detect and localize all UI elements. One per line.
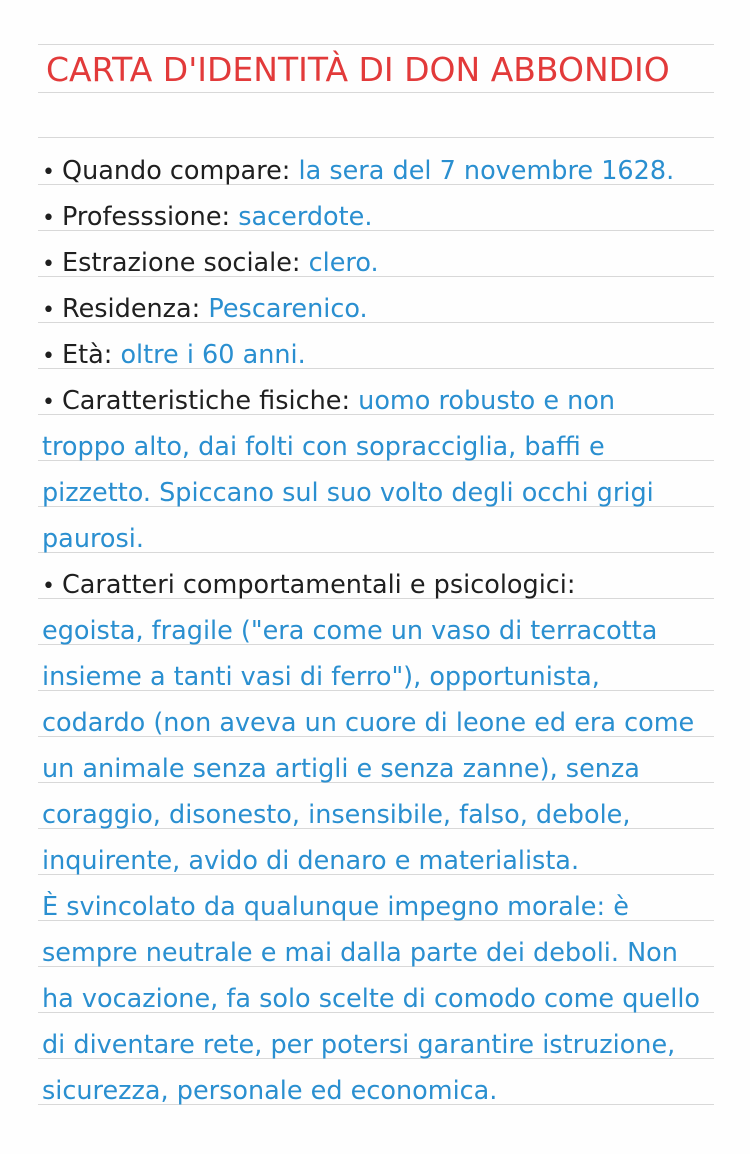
item-professione bbox=[42, 202, 372, 234]
item-label: Estrazione sociale: bbox=[62, 248, 301, 278]
psychological-text-line: codardo (non aveva un cuore di leone ed era come bbox=[42, 708, 695, 738]
ruled-line bbox=[38, 44, 714, 45]
bullet-icon: • bbox=[42, 344, 55, 369]
item-value: la sera del 7 novembre 1628. bbox=[298, 156, 675, 186]
item-value: clero. bbox=[308, 248, 379, 278]
moral-text-line: sempre neutrale e mai dalla parte dei deboli. Non bbox=[42, 938, 678, 968]
physical-text-line: paurosi. bbox=[42, 524, 144, 554]
item-value: sacerdote. bbox=[238, 202, 373, 232]
psychological-text-line: coraggio, disonesto, insensibile, falso, debole, bbox=[42, 800, 631, 830]
item-label: Professsione: bbox=[62, 202, 231, 232]
item-label: Età: bbox=[62, 340, 113, 370]
physical-text-line: pizzetto. Spiccano sul suo volto degli occhi grigi bbox=[42, 478, 654, 508]
item-eta bbox=[42, 340, 306, 372]
item-value: uomo robusto e non bbox=[358, 386, 616, 416]
page-title: CARTA D'IDENTITÀ DI DON ABBONDIO bbox=[46, 50, 670, 89]
item-label: Residenza: bbox=[62, 294, 201, 324]
psychological-text-line: egoista, fragile ("era come un vaso di terracotta bbox=[42, 616, 658, 646]
bullet-icon: • bbox=[42, 574, 55, 599]
item-estrazione-sociale bbox=[42, 248, 379, 280]
ruled-line bbox=[38, 92, 714, 93]
physical-text-line: troppo alto, dai folti con sopracciglia, baffi e bbox=[42, 432, 605, 462]
moral-text-line: di diventare rete, per potersi garantire istruzione, bbox=[42, 1030, 676, 1060]
item-label: Quando compare: bbox=[62, 156, 291, 186]
item-value: oltre i 60 anni. bbox=[120, 340, 306, 370]
item-quando-compare bbox=[42, 156, 674, 188]
bullet-icon: • bbox=[42, 206, 55, 231]
bullet-icon: • bbox=[42, 298, 55, 323]
item-caratteristiche-fisiche bbox=[42, 386, 615, 418]
item-value: Pescarenico. bbox=[208, 294, 368, 324]
bullet-icon: • bbox=[42, 252, 55, 277]
item-caratteri-comportamentali bbox=[42, 570, 575, 602]
ruled-line bbox=[38, 137, 714, 138]
moral-text-line: sicurezza, personale ed economica. bbox=[42, 1076, 498, 1106]
item-label: Caratteri comportamentali e psicologici: bbox=[62, 570, 576, 600]
item-residenza bbox=[42, 294, 368, 326]
bullet-icon: • bbox=[42, 390, 55, 415]
psychological-text-line: insieme a tanti vasi di ferro"), opportunista, bbox=[42, 662, 600, 692]
psychological-text-line: inquirente, avido di denaro e materialista. bbox=[42, 846, 580, 876]
moral-text-line: È svincolato da qualunque impegno morale: è bbox=[42, 892, 629, 922]
bullet-icon: • bbox=[42, 160, 55, 185]
moral-text-line: ha vocazione, fa solo scelte di comodo come quello bbox=[42, 984, 701, 1014]
psychological-text-line: un animale senza artigli e senza zanne), senza bbox=[42, 754, 640, 784]
item-label: Caratteristiche fisiche: bbox=[62, 386, 351, 416]
